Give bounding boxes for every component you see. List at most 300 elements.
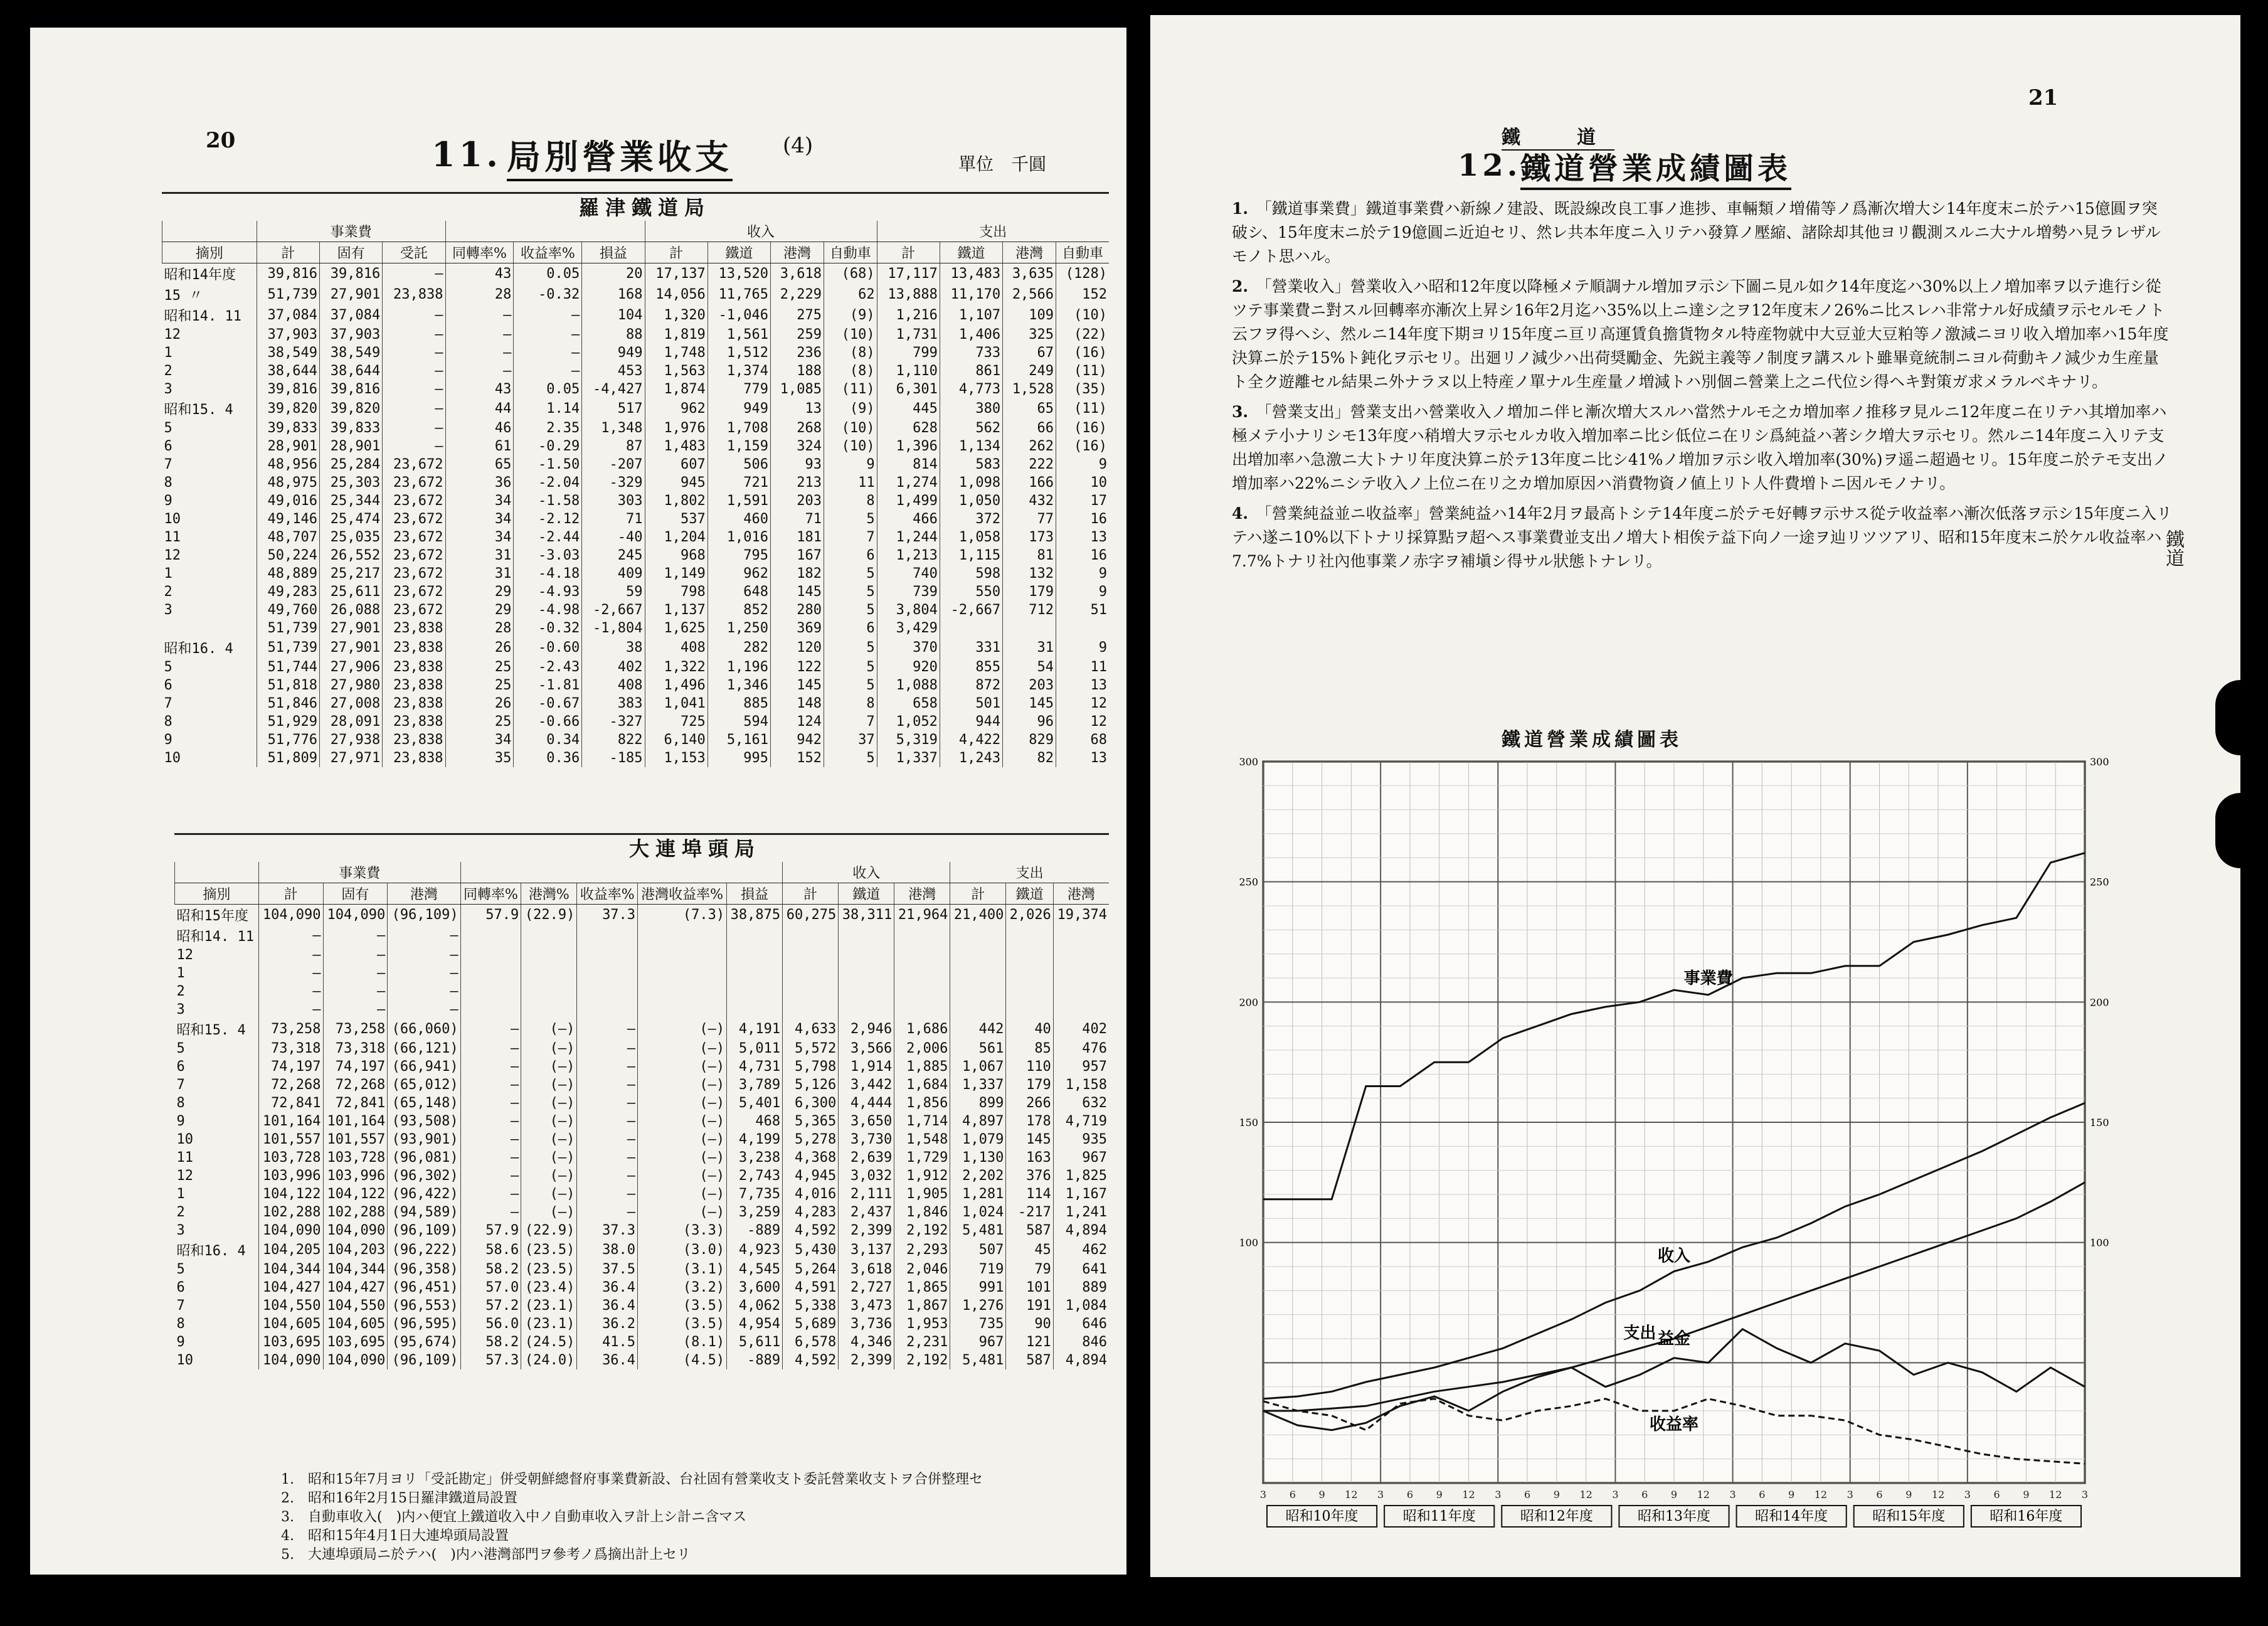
table-cell: 779 xyxy=(707,380,770,398)
table-cell: 104,605 xyxy=(258,1315,323,1333)
row-label: 昭和14. 11 xyxy=(176,929,254,945)
table-cell: 61 xyxy=(445,437,514,455)
table-row xyxy=(162,455,1110,474)
table-cell: 795 xyxy=(707,546,770,565)
table-cell: 51,929 xyxy=(257,713,319,731)
table-cell: (—) xyxy=(521,1185,577,1203)
y-tick-left: 300 xyxy=(1239,756,1258,768)
table-cell: 51,818 xyxy=(257,676,319,694)
table-cell: 1,058 xyxy=(940,528,1002,546)
table-cell xyxy=(638,964,727,982)
table-cell: 1,041 xyxy=(645,694,707,713)
table-cell: 1,244 xyxy=(877,528,940,546)
table-cell xyxy=(950,964,1006,982)
x-minor-tick: 3 xyxy=(1259,1489,1267,1501)
row-label: 昭和15年度 xyxy=(176,908,248,924)
table-cell: -889 xyxy=(727,1351,783,1369)
table-cell: 51,739 xyxy=(257,637,319,658)
table-cell: — xyxy=(577,1149,638,1167)
table-cell: 1,591 xyxy=(707,492,770,510)
table-cell: 2,946 xyxy=(839,1019,894,1039)
table-cell: 4,283 xyxy=(783,1203,839,1221)
table-cell: 1,159 xyxy=(707,437,770,455)
table-cell: 163 xyxy=(1006,1149,1053,1167)
chapter-number: 12. xyxy=(1458,148,1522,183)
table-cell: (3.1) xyxy=(638,1260,727,1278)
x-minor-tick: 12 xyxy=(1931,1489,1945,1501)
paragraph-3: 3. 「營業支出」營業支出ハ營業收入ノ増加ニ伴ヒ漸次増大スルハ當然ナルモ之カ増加率ノ推移ヲ見ルニ12年度ニ在リテハ其増加率ハ極メテ小ナリシモ13年度ハ稍増大ヲ示セルカ收入増加率ニ比シ低位ニ在リシ爲純益ハ著シク増大ヲ示セリ。然ルニ14年度ニ入リテ支出増加率ハ急激ニ大トナリ年度決算ニ於テ13年度ニ比シ41%ノ増加ヲ示シ收入増加率(30%)ヲ遥ニ超過セリ。15年度ニ於テモ支出ノ増加率ハ22%ニシテ收入ノ上位ニ在リ之カ増加原因ハ消費物資ノ値上リト人件費増トニ因ルモノナリ。 xyxy=(1232,403,2169,492)
table-cell: (3.5) xyxy=(638,1315,727,1333)
table-cell: 104 xyxy=(582,305,645,326)
table-cell: — xyxy=(383,326,445,344)
row-label: 12 xyxy=(164,548,181,563)
table-cell: — xyxy=(383,398,445,419)
table-cell: (—) xyxy=(638,1094,727,1112)
table-cell: 1.14 xyxy=(514,398,582,419)
table-cell: (66,121) xyxy=(388,1039,460,1058)
table-cell: 43 xyxy=(445,380,514,398)
table-cell: 1,499 xyxy=(877,492,940,510)
table-cell: 73,258 xyxy=(258,1019,323,1039)
table-cell: 380 xyxy=(940,398,1002,419)
table-cell: 476 xyxy=(1053,1039,1109,1058)
table-cell: 50,224 xyxy=(257,546,319,565)
table-cell: 45 xyxy=(1006,1240,1053,1260)
table-cell: 798 xyxy=(645,583,707,601)
table-cell: 4,062 xyxy=(727,1297,783,1315)
table-row xyxy=(162,474,1110,492)
table-cell: (—) xyxy=(521,1203,577,1221)
table-cell: 1,067 xyxy=(950,1058,1006,1076)
table-cell: (96,222) xyxy=(388,1240,460,1260)
table-cell: 594 xyxy=(707,713,770,731)
table-cell: 27,971 xyxy=(319,749,382,767)
table-cell: 814 xyxy=(877,455,940,474)
table-cell: 1,512 xyxy=(707,344,770,362)
table-cell: 453 xyxy=(582,362,645,380)
table-cell: (66,941) xyxy=(388,1058,460,1076)
page-tab-mark xyxy=(2215,680,2240,755)
column-header: 港灣 xyxy=(1053,883,1109,905)
table-cell: 104,344 xyxy=(323,1260,388,1278)
table-cell: 148 xyxy=(771,694,824,713)
table-cell: 5,278 xyxy=(783,1130,839,1149)
group-header xyxy=(460,862,783,883)
table-cell: 28,091 xyxy=(319,713,382,731)
table-cell: 2,046 xyxy=(894,1260,950,1278)
table-cell: 23,672 xyxy=(383,583,445,601)
table-cell: — xyxy=(323,925,388,946)
table-cell: (4.5) xyxy=(638,1351,727,1369)
table-cell: 34 xyxy=(445,731,514,749)
table-cell: 1,084 xyxy=(1053,1297,1109,1315)
table-cell: 104,090 xyxy=(258,1221,323,1240)
row-label: 9 xyxy=(176,1334,185,1350)
table-cell: 43 xyxy=(445,263,514,285)
table-row xyxy=(175,946,1110,964)
table-cell: 5 xyxy=(824,658,877,676)
table-cell: 104,427 xyxy=(258,1278,323,1297)
row-label: 3 xyxy=(176,1002,185,1018)
table-cell xyxy=(521,946,577,964)
table-cell: 3,736 xyxy=(839,1315,894,1333)
x-minor-tick: 6 xyxy=(1289,1489,1296,1501)
table-row xyxy=(175,1019,1110,1039)
table-cell: 5 xyxy=(824,583,877,601)
table-cell: 27,906 xyxy=(319,658,382,676)
table-cell: 0.05 xyxy=(514,380,582,398)
table-cell: 5 xyxy=(824,676,877,694)
table-cell: 2,202 xyxy=(950,1167,1006,1185)
table-cell: 1,337 xyxy=(877,749,940,767)
table-cell xyxy=(894,1001,950,1019)
table-cell: — xyxy=(383,437,445,455)
table-cell: 935 xyxy=(1053,1130,1109,1149)
table-cell: — xyxy=(383,419,445,437)
table-cell: 4,731 xyxy=(727,1058,783,1076)
table-cell: 3,473 xyxy=(839,1297,894,1315)
table-cell xyxy=(521,925,577,946)
table-cell: 4,591 xyxy=(783,1278,839,1297)
table-cell xyxy=(1053,1001,1109,1019)
table-cell: 122 xyxy=(771,658,824,676)
table-cell: 721 xyxy=(707,474,770,492)
table-cell: 72,268 xyxy=(323,1076,388,1094)
table-cell xyxy=(727,946,783,964)
table-cell: 49,760 xyxy=(257,601,319,619)
x-minor-tick: 12 xyxy=(1462,1489,1475,1501)
table-cell: 1,563 xyxy=(645,362,707,380)
table-cell: (35) xyxy=(1056,380,1109,398)
table-cell: 13 xyxy=(771,398,824,419)
table-row xyxy=(162,398,1110,419)
table-cell: 26 xyxy=(445,694,514,713)
table-cell: (8) xyxy=(824,344,877,362)
table-row xyxy=(162,583,1110,601)
table-cell: 942 xyxy=(771,731,824,749)
table-cell: 56.0 xyxy=(460,1315,521,1333)
table-cell: (—) xyxy=(521,1094,577,1112)
table-cell: 57.2 xyxy=(460,1297,521,1315)
table-cell: 641 xyxy=(1053,1260,1109,1278)
table-cell: 1,819 xyxy=(645,326,707,344)
table-row xyxy=(175,1240,1110,1260)
table-cell: 73,318 xyxy=(258,1039,323,1058)
table-cell: 101,164 xyxy=(258,1112,323,1130)
row-label: 7 xyxy=(164,457,172,472)
table-cell: 38,549 xyxy=(257,344,319,362)
table-cell: 268 xyxy=(771,419,824,437)
table-cell: — xyxy=(514,362,582,380)
table-cell: 852 xyxy=(707,601,770,619)
row-label: 10 xyxy=(164,511,181,527)
x-minor-tick: 9 xyxy=(1670,1489,1678,1501)
table-cell xyxy=(894,964,950,982)
table-cell: 39,833 xyxy=(257,419,319,437)
table-cell: 12 xyxy=(1056,694,1109,713)
table-cell: 1,708 xyxy=(707,419,770,437)
table-cell: — xyxy=(460,1094,521,1112)
table-cell: 4,897 xyxy=(950,1112,1006,1130)
table-row xyxy=(175,1130,1110,1149)
table-cell: 5,319 xyxy=(877,731,940,749)
group-header: 收入 xyxy=(783,862,950,883)
table-cell: 36 xyxy=(445,474,514,492)
table-cell: 81 xyxy=(1003,546,1056,565)
page-number: 21 xyxy=(2028,85,2059,110)
table-row xyxy=(162,305,1110,326)
table-cell: — xyxy=(460,1039,521,1058)
table-row xyxy=(175,1149,1110,1167)
table-cell: 1,274 xyxy=(877,474,940,492)
table-cell: 275 xyxy=(771,305,824,326)
table-cell xyxy=(638,925,727,946)
table-row xyxy=(175,1315,1110,1333)
table-cell: 68 xyxy=(1056,731,1109,749)
x-minor-tick: 3 xyxy=(1729,1489,1736,1501)
table-cell: 712 xyxy=(1003,601,1056,619)
group-header xyxy=(445,221,645,242)
table-cell: — xyxy=(460,1058,521,1076)
table-cell: 507 xyxy=(950,1240,1006,1260)
table-cell: 66 xyxy=(1003,419,1056,437)
page-tab-mark xyxy=(2215,793,2240,868)
table-cell xyxy=(1006,982,1053,1001)
table-cell: — xyxy=(258,964,323,982)
table-cell: 104,090 xyxy=(323,1351,388,1369)
table-cell: 85 xyxy=(1006,1039,1053,1058)
column-header: 摘別 xyxy=(162,242,257,263)
table-cell: 445 xyxy=(877,398,940,419)
table-cell xyxy=(1053,946,1109,964)
table-cell: (3.5) xyxy=(638,1297,727,1315)
table-cell xyxy=(950,946,1006,964)
table-cell: — xyxy=(514,305,582,326)
table-cell: 36.4 xyxy=(577,1297,638,1315)
table-cell: 152 xyxy=(771,749,824,767)
table-cell: 460 xyxy=(707,510,770,528)
table-cell: 5,264 xyxy=(783,1260,839,1278)
column-header: 受託 xyxy=(383,242,445,263)
chapter-title: 鐵道營業成績圖表 xyxy=(1520,144,1791,190)
row-label: 12 xyxy=(176,1168,193,1184)
table-cell xyxy=(727,964,783,982)
table-cell: 44 xyxy=(445,398,514,419)
table-cell: (16) xyxy=(1056,344,1109,362)
table-cell: 72,841 xyxy=(323,1094,388,1112)
table-cell: 39,820 xyxy=(319,398,382,419)
x-minor-tick: 3 xyxy=(1377,1489,1384,1501)
x-tick-label: 昭和11年度 xyxy=(1402,1509,1476,1524)
table-cell: 57.9 xyxy=(460,1221,521,1240)
table-cell: 1,167 xyxy=(1053,1185,1109,1203)
table-cell: 38 xyxy=(582,637,645,658)
table-cell: 104,122 xyxy=(258,1185,323,1203)
table-cell: 1,088 xyxy=(877,676,940,694)
table-cell: 370 xyxy=(877,637,940,658)
table-cell: -2.43 xyxy=(514,658,582,676)
table-cell: -185 xyxy=(582,749,645,767)
table-cell: 3,137 xyxy=(839,1240,894,1260)
table-cell: 1,024 xyxy=(950,1203,1006,1221)
table-row xyxy=(162,326,1110,344)
row-label: 7 xyxy=(176,1298,185,1314)
table-cell: 59 xyxy=(582,583,645,601)
table-cell: 28 xyxy=(445,619,514,637)
table-cell: 5,798 xyxy=(783,1058,839,1076)
table-row xyxy=(162,713,1110,731)
table-cell: 38,644 xyxy=(319,362,382,380)
table-cell: 1,825 xyxy=(1053,1167,1109,1185)
table-cell: -40 xyxy=(582,528,645,546)
table-cell: 23,672 xyxy=(383,510,445,528)
table-cell: 79 xyxy=(1006,1260,1053,1278)
column-header: 損益 xyxy=(727,883,783,905)
table-cell: 587 xyxy=(1006,1221,1053,1240)
table-cell: (11) xyxy=(1056,362,1109,380)
table-cell: 9 xyxy=(1056,565,1109,583)
column-header: 港灣% xyxy=(521,883,577,905)
table-cell: 583 xyxy=(940,455,1002,474)
table-cell: 37.3 xyxy=(577,905,638,926)
table-cell: 37.3 xyxy=(577,1221,638,1240)
table-cell xyxy=(894,946,950,964)
table-cell: 213 xyxy=(771,474,824,492)
table-cell: (7.3) xyxy=(638,905,727,926)
table-cell: 101,557 xyxy=(258,1130,323,1149)
table-cell: 5,430 xyxy=(783,1240,839,1260)
table-cell: (9) xyxy=(824,398,877,419)
table-row xyxy=(175,1001,1110,1019)
column-header: 自動車 xyxy=(824,242,877,263)
row-label: 2 xyxy=(176,1204,185,1220)
footnote: 3. 自動車收入( )内ハ便宜上鐵道收入中ノ自動車收入ヲ計上シ計ニ含マス xyxy=(281,1509,747,1525)
table-cell: 27,901 xyxy=(319,284,382,305)
table-cell: 719 xyxy=(950,1260,1006,1278)
table-cell: 124 xyxy=(771,713,824,731)
table-row xyxy=(162,619,1110,637)
table-cell: 23,838 xyxy=(383,637,445,658)
table-cell: 1,496 xyxy=(645,676,707,694)
row-label: 11 xyxy=(176,1150,193,1166)
table-cell: 25 xyxy=(445,713,514,731)
table-cell: — xyxy=(577,1058,638,1076)
x-minor-tick: 9 xyxy=(2023,1489,2030,1501)
table-cell: -2.12 xyxy=(514,510,582,528)
row-label: 5 xyxy=(176,1041,185,1056)
table-cell: 36.4 xyxy=(577,1278,638,1297)
footnotes xyxy=(281,1470,1109,1565)
table-cell: 1,241 xyxy=(1053,1203,1109,1221)
table-cell: (3.0) xyxy=(638,1240,727,1260)
row-label: 昭和16. 4 xyxy=(176,1243,246,1259)
table-cell: — xyxy=(445,305,514,326)
row-label: 1 xyxy=(164,566,172,582)
x-minor-tick: 9 xyxy=(1905,1489,1912,1501)
table-cell: 1,729 xyxy=(894,1149,950,1167)
table-cell: 121 xyxy=(1006,1333,1053,1351)
table-cell: (—) xyxy=(638,1185,727,1203)
table-cell: 2,192 xyxy=(894,1221,950,1240)
table-cell: (96,553) xyxy=(388,1297,460,1315)
table-cell: 4,894 xyxy=(1053,1221,1109,1240)
row-label: 6 xyxy=(164,438,172,454)
table-cell: — xyxy=(577,1039,638,1058)
x-tick-label: 昭和15年度 xyxy=(1872,1509,1946,1524)
table-cell: 41.5 xyxy=(577,1333,638,1351)
table-cell: (11) xyxy=(824,380,877,398)
table-cell: 5,481 xyxy=(950,1351,1006,1369)
table-cell: 11,765 xyxy=(707,284,770,305)
table-cell: — xyxy=(514,326,582,344)
table-cell: 51,744 xyxy=(257,658,319,676)
table-cell: 51 xyxy=(1056,601,1109,619)
table-cell: -889 xyxy=(727,1221,783,1240)
table-cell: 1,149 xyxy=(645,565,707,583)
table-cell: 3,789 xyxy=(727,1076,783,1094)
table-cell: 82 xyxy=(1003,749,1056,767)
table-cell xyxy=(783,925,839,946)
row-label: 10 xyxy=(176,1132,193,1147)
table-cell: 648 xyxy=(707,583,770,601)
table-cell: — xyxy=(577,1130,638,1149)
table-cell: 658 xyxy=(877,694,940,713)
table-cell: 1,134 xyxy=(940,437,1002,455)
table-cell: (8) xyxy=(824,362,877,380)
table-row xyxy=(162,362,1110,380)
table-cell: 1,322 xyxy=(645,658,707,676)
table-cell: 25,217 xyxy=(319,565,382,583)
table-cell: -2.44 xyxy=(514,528,582,546)
table-row xyxy=(162,284,1110,305)
table-cell: 16 xyxy=(1056,546,1109,565)
row-label: 8 xyxy=(176,1316,185,1332)
table-cell xyxy=(460,1001,521,1019)
table-cell: 0.34 xyxy=(514,731,582,749)
x-minor-tick: 6 xyxy=(1993,1489,2000,1501)
table-cell: 1,561 xyxy=(707,326,770,344)
table-cell: (—) xyxy=(521,1149,577,1167)
table-cell: 25,284 xyxy=(319,455,382,474)
paragraph-4: 4. 「營業純益並ニ收益率」營業純益ハ14年2月ヲ最高トシテ14年度ニ於テモ好轉ヲ示サス從テ收益率ハ漸次低落ヲ示シ15年度ニ入リテハ遂ニ10%以下トナリ採算點ヲ超ヘス事業費並支出ノ増大ト相俟テ益下向ノ一途ヲ辿リツツアリ、昭和15年度末ニ於ケル收益率ハ7.7%トナリ社內他事業ノ赤字ヲ補塡シ得サル狀態トナレリ。 xyxy=(1232,504,2172,570)
table-cell: -2,667 xyxy=(582,601,645,619)
table-cell: 57.9 xyxy=(460,905,521,926)
column-header: 固有 xyxy=(319,242,382,263)
left-page xyxy=(30,28,1126,1575)
table-cell: 72,841 xyxy=(258,1094,323,1112)
table-cell: 468 xyxy=(727,1112,783,1130)
table-cell: 104,550 xyxy=(258,1297,323,1315)
table-cell: 537 xyxy=(645,510,707,528)
table-cell: 51,846 xyxy=(257,694,319,713)
table-cell: 27,980 xyxy=(319,676,382,694)
table-cell: 6,578 xyxy=(783,1333,839,1351)
table-cell: (96,302) xyxy=(388,1167,460,1185)
table-cell: 23,838 xyxy=(383,284,445,305)
table-cell: (—) xyxy=(638,1130,727,1149)
y-tick-right: 200 xyxy=(2090,996,2109,1009)
column-header: 計 xyxy=(257,242,319,263)
row-label: 10 xyxy=(164,750,181,766)
table-cell: 303 xyxy=(582,492,645,510)
table-cell: 740 xyxy=(877,565,940,583)
table-cell: 4,923 xyxy=(727,1240,783,1260)
row-label: 昭和15. 4 xyxy=(164,402,233,418)
table-cell: 104,090 xyxy=(323,1221,388,1240)
table-cell: 1,912 xyxy=(894,1167,950,1185)
table-cell: (96,595) xyxy=(388,1315,460,1333)
table-cell: (10) xyxy=(824,326,877,344)
